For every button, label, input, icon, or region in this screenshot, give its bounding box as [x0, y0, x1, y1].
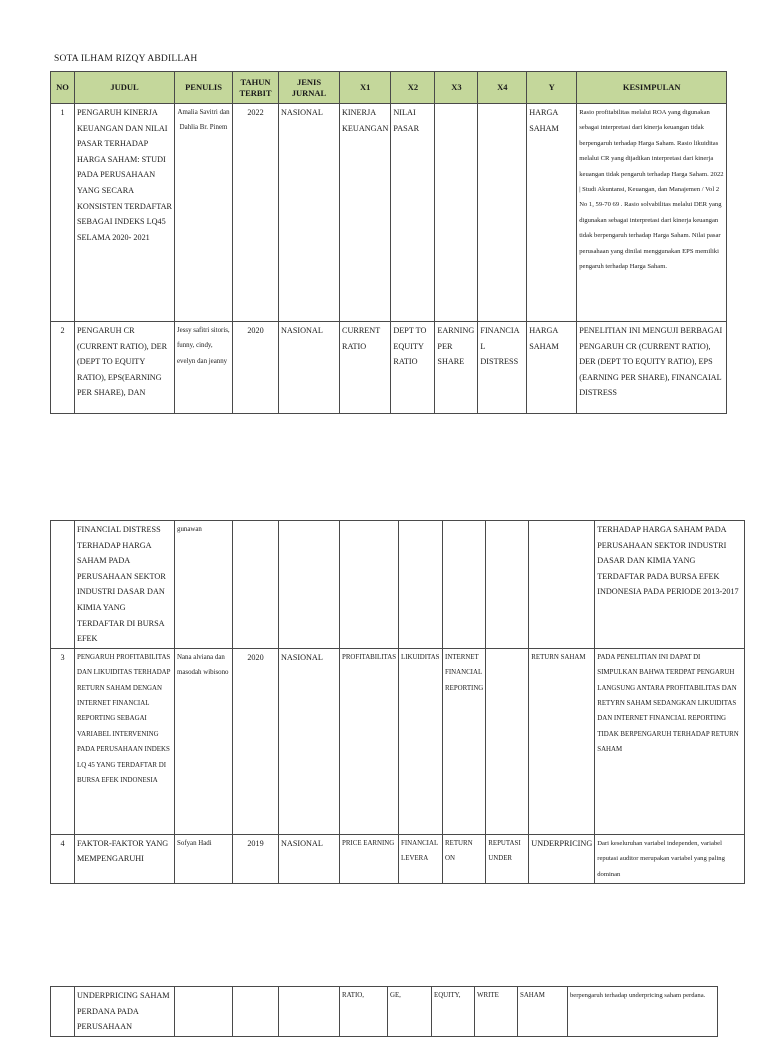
cell-x2: NILAI PASAR — [391, 104, 435, 322]
table-header-row — [51, 72, 727, 104]
cell-tahun: 2020 — [233, 322, 279, 414]
cell-y: SAHAM — [518, 987, 568, 1037]
cell-x2: GE, — [388, 987, 432, 1037]
cell-kesimpulan: TERHADAP HARGA SAHAM PADA PERUSAHAAN SEKTOR INDUSTRI DASAR DAN KIMIA YANG TERDAFTAR PADA BURSA EFEK INDONESIA PADA PERIODE 2013-2017 — [595, 521, 745, 649]
cell-tahun: 2019 — [233, 834, 279, 883]
cell-penulis: Sofyan Hadi — [175, 834, 233, 883]
cell-jenis: NASIONAL — [279, 648, 340, 834]
cell-no: 2 — [51, 322, 75, 414]
cell-x1: PRICE EARNING — [340, 834, 399, 883]
cell-x4: FINANCIAL DISTRESS — [478, 322, 527, 414]
table-row — [51, 104, 727, 322]
header-tahun-terbit: TAHUN TERBIT — [233, 72, 279, 104]
cell-x1: PROFITABILITAS — [340, 648, 399, 834]
cell-penulis: Nana alviana dan masodah wibisono — [175, 648, 233, 834]
header-y: Y — [527, 72, 577, 104]
cell-y: HARGA SAHAM — [527, 322, 577, 414]
cell-x4: WRITE — [475, 987, 518, 1037]
table-row — [51, 322, 727, 414]
cell-x1: KINERJA KEUANGAN — [340, 104, 391, 322]
cell-x4 — [486, 648, 529, 834]
cell-x3: INTERNET FINANCIAL REPORTING — [443, 648, 486, 834]
cell-kesimpulan: PADA PENELITIAN INI DAPAT DI SIMPULKAN BAHWA TERDPAT PENGARUH LANGSUNG ANTARA PROFITABILITAS DAN RETYRN SAHAM SEDANGKAN LIKUIDITAS DAN INTERNET FINANCIAL REPORTING TIDAK BERPENGARUH TERHADAP RETURN SAHAM — [595, 648, 745, 834]
cell-x2: FINANCIAL LEVERA — [399, 834, 443, 883]
cell-judul: UNDERPRICING SAHAM PERDANA PADA PERUSAHAAN — [75, 987, 175, 1037]
cell-no: 1 — [51, 104, 75, 322]
author-name: SOTA ILHAM RIZQY ABDILLAH — [54, 54, 198, 64]
cell-no: 3 — [51, 648, 75, 834]
cell-tahun: 2022 — [233, 104, 279, 322]
journal-review-table-continued — [50, 520, 745, 884]
cell-kesimpulan: Dari keseluruhan variabel independen, variabel reputasi auditor merupakan variabel yang paling dominan — [595, 834, 745, 883]
cell-y: RETURN SAHAM — [529, 648, 595, 834]
table-row — [51, 987, 718, 1037]
cell-kesimpulan: PENELITIAN INI MENGUJI BERBAGAI PENGARUH CR (CURRENT RATIO), DER (DEPT TO EQUITY RATIO), EPS (EARNING PER SHARE), FINANCAIAL DISTRESS — [577, 322, 727, 414]
journal-review-table-continued-2 — [50, 986, 718, 1037]
cell-judul: PENGARUH KINERJA KEUANGAN DAN NILAI PASAR TERHADAP HARGA SAHAM: STUDI PADA PERUSAHAAN YANG SECARA KONSISTEN TERDAFTAR SEBAGAI INDEKS LQ45 SELAMA 2020- 2021 — [75, 104, 175, 322]
table-row — [51, 834, 745, 883]
header-x4: X4 — [478, 72, 527, 104]
header-judul: JUDUL — [75, 72, 175, 104]
header-x3: X3 — [435, 72, 478, 104]
cell-jenis: NASIONAL — [279, 104, 340, 322]
header-kesimpulan: KESIMPULAN — [577, 72, 727, 104]
header-penulis: PENULIS — [175, 72, 233, 104]
header-x1: X1 — [340, 72, 391, 104]
cell-judul: PENGARUH CR (CURRENT RATIO), DER (DEPT TO EQUITY RATIO), EPS(EARNING PER SHARE), DAN — [75, 322, 175, 414]
cell-judul: PENGARUH PROFITABILITAS DAN LIKUIDITAS TERHADAP RETURN SAHAM DENGAN INTERNET FINANCIAL REPORTING SEBAGAI VARIABEL INTERVENING PADA PERUSAHAAN INDEKS LQ 45 YANG TERDAFTAR DI BURSA EFEK INDONESIA — [75, 648, 175, 834]
cell-x2: DEPT TO EQUITY RATIO — [391, 322, 435, 414]
cell-x2: LIKUIDITAS — [399, 648, 443, 834]
cell-x3: EQUITY, — [432, 987, 475, 1037]
cell-penulis: Jessy safitri sitoris, funny, cindy, evelyn dan jeanny — [175, 322, 233, 414]
cell-penulis: Amalia Savitri dan Dahlia Br. Pinem — [175, 104, 233, 322]
cell-judul: FAKTOR-FAKTOR YANG MEMPENGARUHI — [75, 834, 175, 883]
cell-x3: EARNING PER SHARE — [435, 322, 478, 414]
cell-kesimpulan: berpengaruh terhadap underpricing saham perdana. — [568, 987, 718, 1037]
header-jenis-jurnal: JENIS JURNAL — [279, 72, 340, 104]
cell-x3: RETURN ON — [443, 834, 486, 883]
cell-judul: FINANCIAL DISTRESS TERHADAP HARGA SAHAM PADA PERUSAHAAN SEKTOR INDUSTRI DASAR DAN KIMIA YANG TERDAFTAR DI BURSA EFEK — [75, 521, 175, 649]
cell-x1: RATIO, — [340, 987, 388, 1037]
journal-review-table — [50, 71, 727, 414]
cell-no: 4 — [51, 834, 75, 883]
cell-y: UNDERPRICING — [529, 834, 595, 883]
cell-tahun: 2020 — [233, 648, 279, 834]
cell-penulis: gunawan — [175, 521, 233, 649]
table-row — [51, 521, 745, 649]
cell-x4: REPUTASI UNDER — [486, 834, 529, 883]
header-x2: X2 — [391, 72, 435, 104]
cell-y: HARGA SAHAM — [527, 104, 577, 322]
cell-x1: CURRENT RATIO — [340, 322, 391, 414]
cell-jenis: NASIONAL — [279, 834, 340, 883]
cell-x4 — [478, 104, 527, 322]
header-no: NO — [51, 72, 75, 104]
cell-jenis: NASIONAL — [279, 322, 340, 414]
table-row — [51, 648, 745, 834]
cell-kesimpulan: Rasio profitabilitas melalui ROA yang digunakan sebagai interpretasi dari kinerja keuangan tidak berpengaruh terhadap Harga Saham. Rasio likuiditas melalui CR yang dijadikan interpretasi dari kinerja keuangan tidak pengaruh terhadap Harga Saham. 2022 | Studi Akuntansi, Keuangan, dan Manajemen / Vol 2 No 1, 59-70 69 . Rasio solvabilitas melalui DER yang digunakan sebagai interpretasi dari kinerja keuangan tidak berpengaruh terhadap Harga Saham. Nilai pasar perusahaan yang dinilai menggunakan EPS memiliki pengaruh terhadap Harga Saham. — [577, 104, 727, 322]
cell-x3 — [435, 104, 478, 322]
